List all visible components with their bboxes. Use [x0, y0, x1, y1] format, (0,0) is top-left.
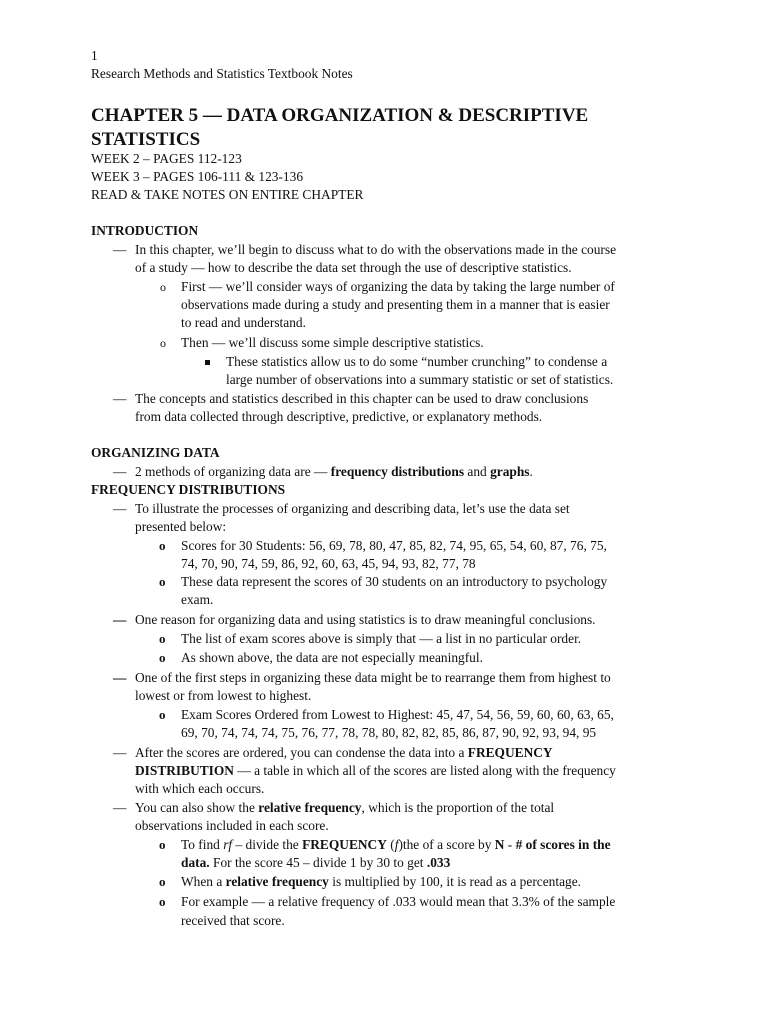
intro-p2-line1: The concepts and statistics described in this chapter can be used to draw conclusions — [135, 391, 589, 406]
intro-p1-line1: In this chapter, we’ll begin to discuss what to do with the observations made in the course — [135, 242, 617, 257]
o-bullet: o — [159, 538, 166, 553]
dash-bullet: — — [113, 391, 127, 406]
reason-line: One reason for organizing data and using statistics is to draw meaningful conclusions. — [135, 612, 596, 627]
scores-line1: Scores for 30 Students: 56, 69, 78, 80, 47, 85, 82, 74, 95, 65, 54, 60, 87, 76, 75, — [181, 538, 607, 553]
read-instruction: READ & TAKE NOTES ON ENTIRE CHAPTER — [91, 187, 364, 202]
o-bullet: o — [159, 707, 166, 722]
example-line1: For example — a relative frequency of .033 would mean that 3.3% of the sample — [181, 894, 616, 909]
after-line2: DISTRIBUTION — a table in which all of the scores are listed along with the frequency — [135, 763, 616, 778]
page-number: 1 — [91, 48, 98, 63]
example-line2: received that score. — [181, 913, 285, 928]
introduction-heading: INTRODUCTION — [91, 223, 199, 238]
intro-p1-line2: of a study — how to describe the data set through the use of descriptive statistics. — [135, 260, 572, 275]
dash-bullet: — — [113, 464, 127, 479]
square-bullet — [205, 360, 210, 365]
dash-bullet: — — [113, 800, 127, 815]
week2-pages: WEEK 2 – PAGES 112-123 — [91, 151, 242, 166]
represent-line2: exam. — [181, 592, 214, 607]
intro-crunch-line2: large number of observations into a summary statistic or set of statistics. — [226, 372, 614, 387]
intro-first-line3: to read and understand. — [181, 315, 306, 330]
dash-bullet: — — [113, 501, 127, 516]
week3-pages: WEEK 3 – PAGES 106-111 & 123-136 — [91, 169, 304, 184]
o-bullet: o — [160, 336, 166, 350]
find-line2: data. For the score 45 – divide 1 by 30 to get .033 — [181, 855, 451, 870]
find-line1: To find rf – divide the FREQUENCY (f)the of a score by N - # of scores in the — [181, 837, 611, 852]
first-steps-line2: lowest or from lowest to highest. — [135, 688, 312, 703]
organizing-heading: ORGANIZING DATA — [91, 445, 220, 460]
relative-line2: observations included in each score. — [135, 818, 329, 833]
dash-bullet: — — [113, 670, 127, 685]
scores-line2: 74, 70, 90, 74, 59, 86, 92, 60, 63, 45, 94, 93, 82, 77, 78 — [181, 556, 476, 571]
chapter-title-line2: STATISTICS — [91, 129, 201, 150]
represent-line1: These data represent the scores of 30 students on an introductory to psychology — [181, 574, 608, 589]
intro-first-line2: observations made during a study and presenting them in a manner that is easier — [181, 297, 610, 312]
o-bullet: o — [159, 894, 166, 909]
chapter-title-line1: CHAPTER 5 — DATA ORGANIZATION & DESCRIPTIVE — [91, 105, 589, 126]
after-line1: After the scores are ordered, you can condense the data into a FREQUENCY — [135, 745, 553, 760]
o-bullet: o — [159, 574, 166, 589]
list-line: The list of exam scores above is simply that — a list in no particular order. — [181, 631, 582, 646]
dash-bullet: — — [113, 745, 127, 760]
relative-line1: You can also show the relative frequency, which is the proportion of the total — [135, 800, 555, 815]
dash-bullet: — — [113, 242, 127, 257]
ordered-line2: 69, 70, 74, 74, 74, 75, 76, 77, 78, 78, 80, 82, 82, 85, 86, 87, 90, 92, 93, 94, 95 — [181, 725, 597, 740]
dash-bullet: — — [113, 612, 127, 627]
intro-then: Then — we’ll discuss some simple descriptive statistics. — [181, 335, 484, 350]
intro-crunch-line1: These statistics allow us to do some “number crunching” to condense a — [226, 354, 608, 369]
illustrate-line2: presented below: — [135, 519, 227, 534]
first-steps-line1: One of the first steps in organizing these data might be to rearrange them from highest to — [135, 670, 611, 685]
o-bullet: o — [159, 650, 166, 665]
o-bullet: o — [159, 874, 166, 889]
running-title: Research Methods and Statistics Textbook Notes — [91, 66, 353, 81]
after-line3: with which each occurs. — [135, 781, 265, 796]
ordered-line1: Exam Scores Ordered from Lowest to Highest: 45, 47, 54, 56, 59, 60, 60, 63, 65, — [181, 707, 614, 722]
o-bullet: o — [160, 280, 166, 294]
o-bullet: o — [159, 631, 166, 646]
intro-p2-line2: from data collected through descriptive, predictive, or explanatory methods. — [135, 409, 543, 424]
organizing-methods: 2 methods of organizing data are — frequency distributions and graphs. — [135, 464, 533, 479]
illustrate-line1: To illustrate the processes of organizing and describing data, let’s use the data set — [135, 501, 570, 516]
o-bullet: o — [159, 837, 166, 852]
intro-first-line1: First — we’ll consider ways of organizing the data by taking the large number of — [181, 279, 615, 294]
frequency-heading: FREQUENCY DISTRIBUTIONS — [91, 482, 286, 497]
shown-line: As shown above, the data are not especially meaningful. — [181, 650, 483, 665]
when-line: When a relative frequency is multiplied by 100, it is read as a percentage. — [181, 874, 582, 889]
